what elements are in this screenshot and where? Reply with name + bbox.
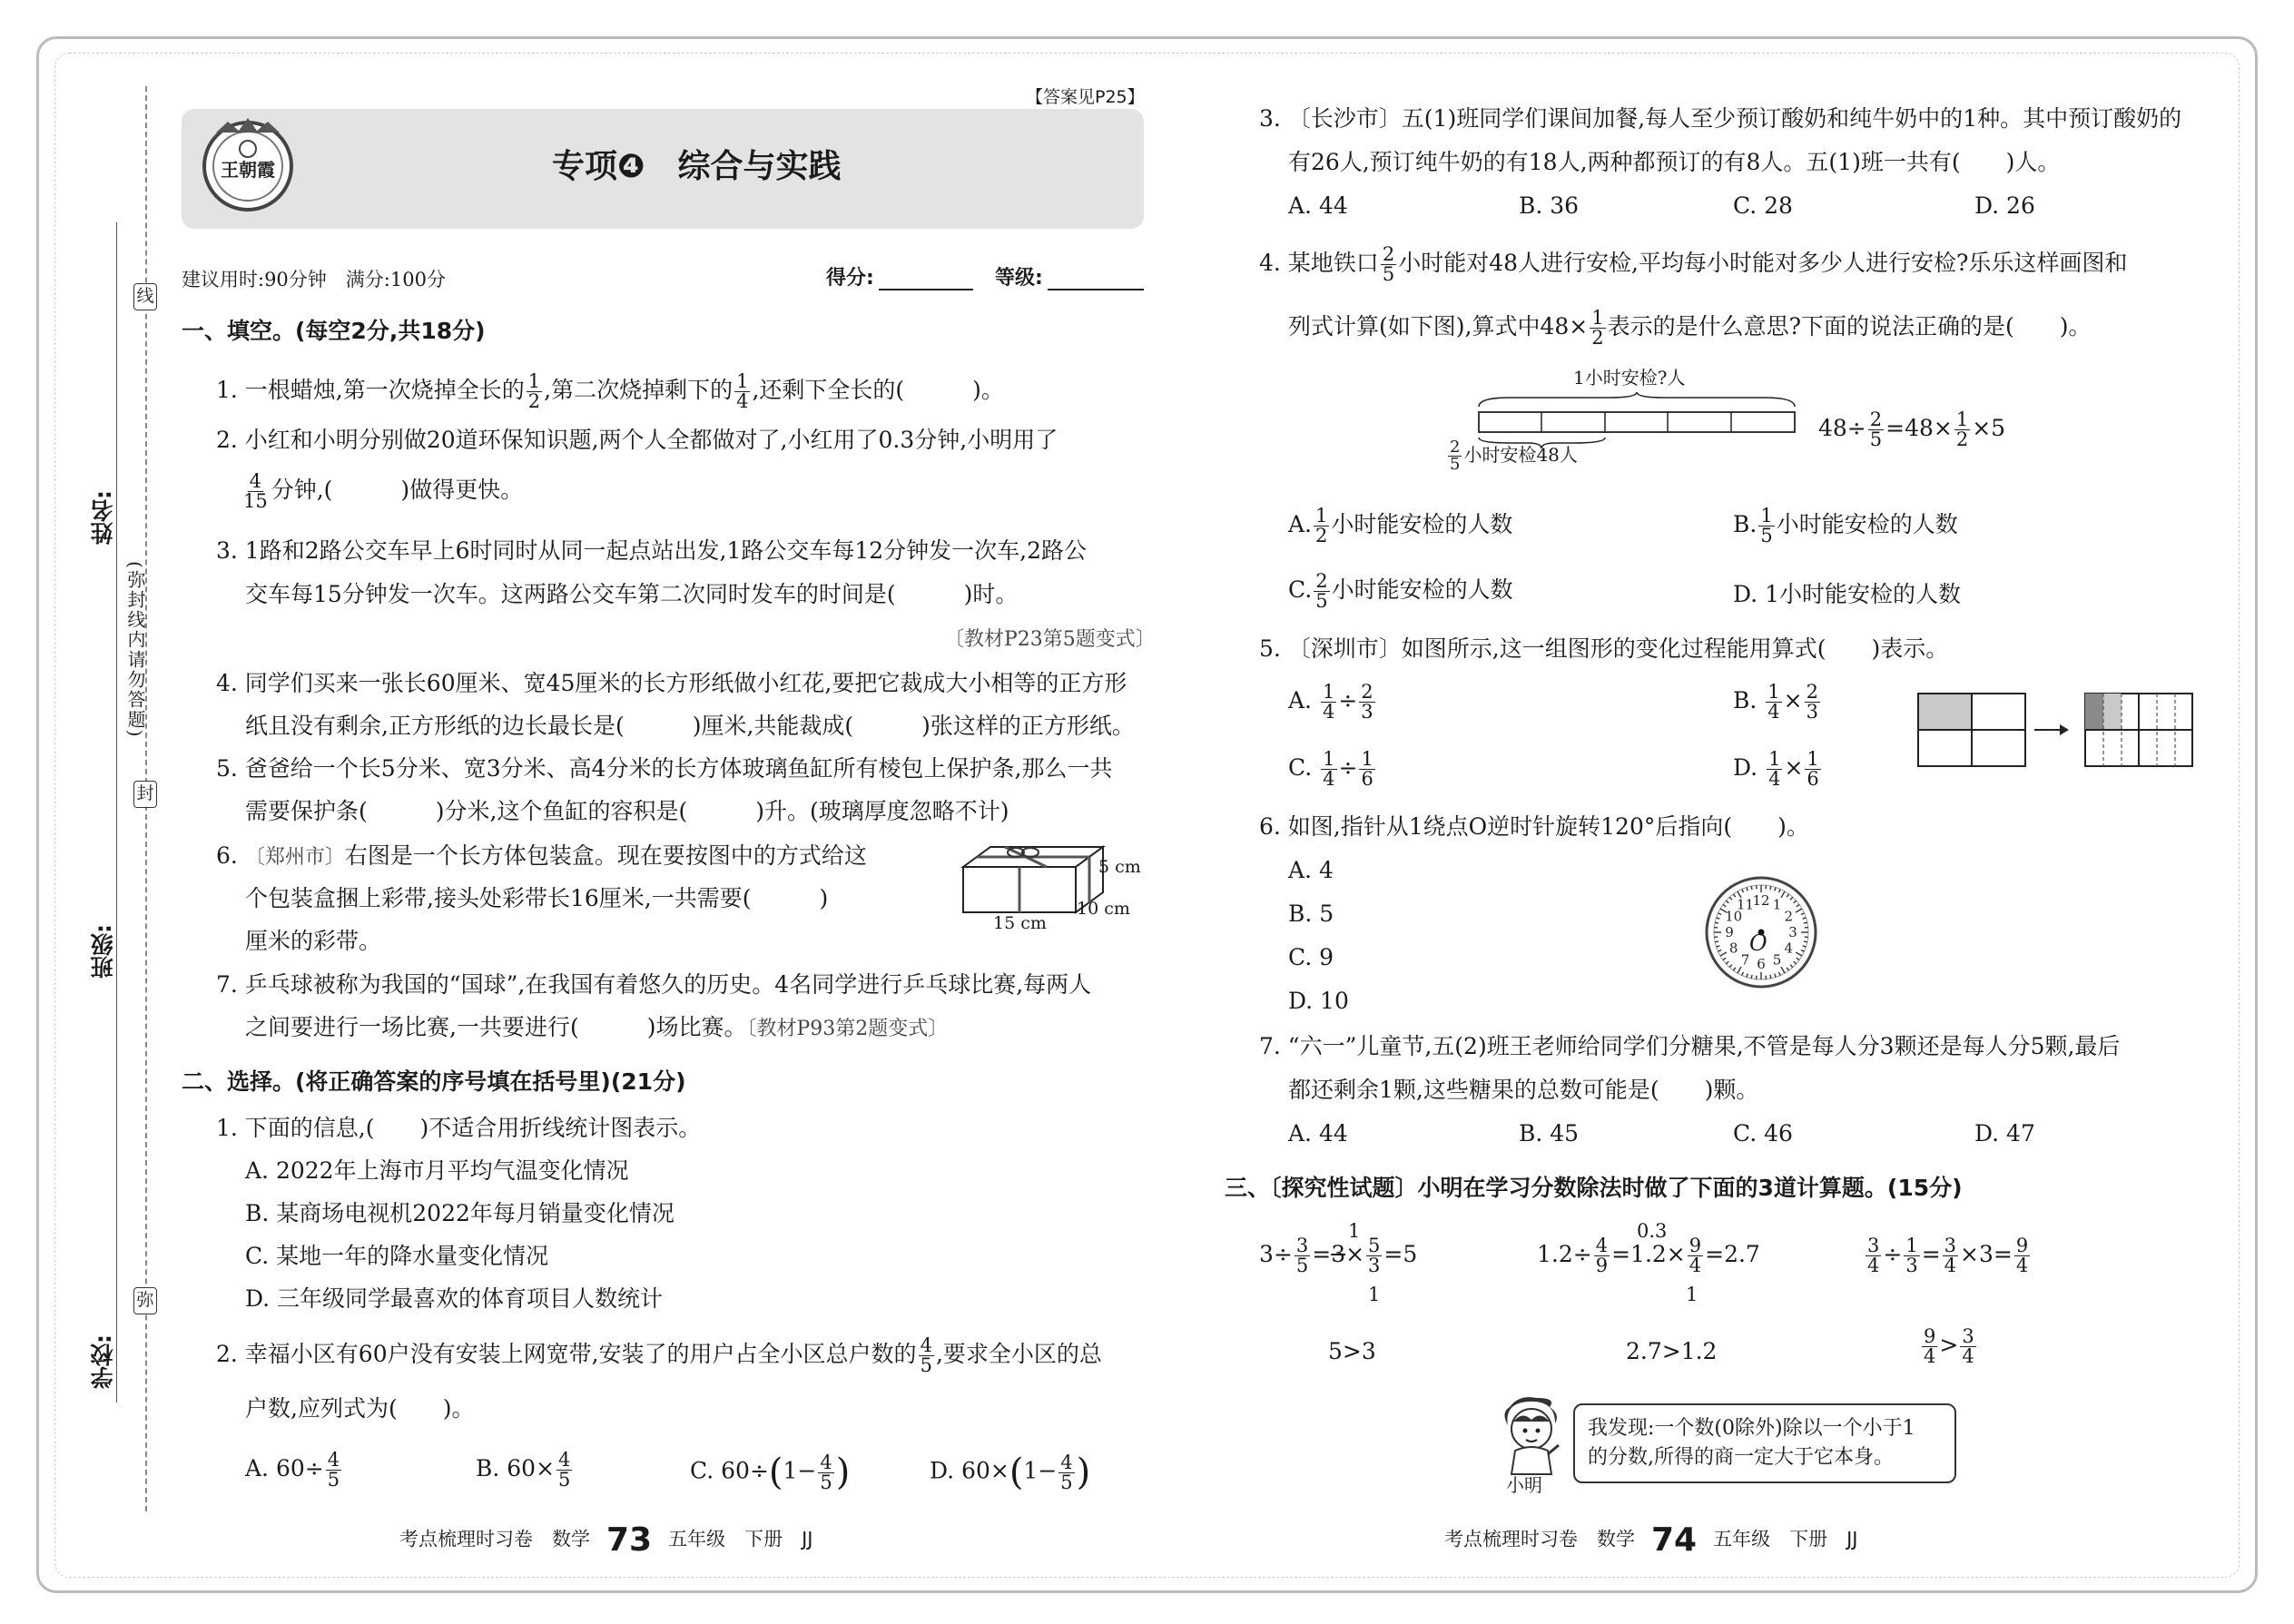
calc-2-cancel-bottom: 1: [1686, 1284, 1698, 1305]
r-q4-option-a[interactable]: A. $\frac{1}{2}$ 小时能安检的人数: [1288, 505, 1513, 546]
r-q7-option-b[interactable]: B. 45: [1519, 1120, 1580, 1147]
clock-number: 2: [1784, 908, 1794, 925]
clock-number: 9: [1725, 924, 1734, 940]
diagram-formula: 48÷ $\frac{2}{5}$ =48× $\frac{1}{2}$ ×5: [1818, 408, 2006, 450]
boy-name-label: 小明: [1506, 1474, 1542, 1496]
r-q3-option-a[interactable]: A. 44: [1288, 192, 1348, 219]
clock-tick: [1751, 975, 1752, 979]
grade-field[interactable]: [1048, 265, 1144, 290]
right-footer: 考点梳理时习卷 数学 74 五年级 下册 JJ: [1444, 1521, 1858, 1559]
class-label: 班级:: [90, 924, 116, 979]
r-q6-option-c[interactable]: C. 9: [1288, 944, 1334, 970]
fraction: $\frac{4}{15}$: [243, 470, 268, 512]
boy-avatar-icon: [1492, 1394, 1573, 1476]
calc-3-compare: $\frac{9}{4}$ > $\frac{3}{4}$: [1924, 1325, 1974, 1367]
score-label: 得分:: [826, 267, 874, 290]
s1-q4-line1: 4. 同学们买来一张长60厘米、宽45厘米的长方形纸做小红花,要把它裁成大小相等的正方形: [216, 670, 1127, 696]
calc-1: 3÷ $\frac{3}{5}$ =3× $\frac{5}{3}$ =5: [1259, 1235, 1418, 1276]
s2-q2-option-a[interactable]: A. 60÷ $\frac{4}{5}$: [245, 1449, 340, 1491]
svg-text:王朝霞: 王朝霞: [221, 159, 275, 181]
clock-tick: [1751, 886, 1752, 890]
answer-reference: 【答案见P25】: [1026, 87, 1145, 107]
binding-note: (弥封线内请勿答题): [124, 561, 146, 739]
r-q4-line1: 4. 某地铁口 $\frac{2}{5}$ 小时能对48人进行安检,平均每小时能对多少人进行安检?乐乐这样画图和: [1259, 243, 2128, 285]
clock-number: 5: [1772, 951, 1782, 969]
calc-2-compare: 2.7>1.2: [1626, 1338, 1718, 1364]
s2-q1-option-a[interactable]: A. 2022年上海市月平均气温变化情况: [245, 1157, 629, 1184]
s1-q5-line1: 5. 爸爸给一个长5分米、宽3分米、高4分米的长方体玻璃鱼缸所有棱包上保护条,那么一共: [216, 755, 1113, 782]
clock-number: 12: [1752, 892, 1770, 909]
s2-q1-option-d[interactable]: D. 三年级同学最喜欢的体育项目人数统计: [245, 1285, 664, 1312]
r-q5-option-a[interactable]: A. $\frac{1}{4}$ ÷ $\frac{2}{3}$: [1288, 681, 1373, 723]
r-q4-line2: 列式计算(如下图),算式中48× $\frac{1}{2}$ 表示的是什么意思?下面的说法正确的是( )。: [1288, 307, 2092, 349]
r-q3-option-b[interactable]: B. 36: [1519, 192, 1580, 219]
r-q5-option-c[interactable]: C. $\frac{1}{4}$ ÷ $\frac{1}{6}$: [1288, 748, 1373, 790]
page-title: 专项❹ 综合与实践: [552, 148, 842, 185]
fraction: $\frac{1}{2}$: [527, 370, 541, 412]
box-length-label: 15 cm: [993, 913, 1047, 933]
box-width-label: 10 cm: [1077, 899, 1130, 919]
s1-q6-line1: 6. 〔郑州市〕右图是一个长方体包装盒。现在要按图中的方式给这: [216, 842, 867, 869]
s1-q5-line2: 需要保护条( )分米,这个鱼缸的容积是( )升。(玻璃厚度忽略不计): [245, 798, 1009, 824]
calc-1-cancel-bottom: 1: [1368, 1284, 1381, 1305]
r-q6-option-a[interactable]: A. 4: [1288, 857, 1334, 883]
s1-q3-tag: 〔教材P23第5题变式〕: [944, 628, 1156, 651]
clock-tick: [1804, 941, 1807, 942]
clock-number: 6: [1757, 956, 1766, 972]
clock-tick: [1770, 975, 1771, 979]
box-height-label: 5 cm: [1098, 857, 1141, 877]
diagram-top-label: 1小时安检?人: [1573, 367, 1686, 389]
s1-q3-line1: 3. 1路和2路公交车早上6时同时从同一起点站出发,1路公交车每12分钟发一次车,2路公: [216, 537, 1088, 564]
s2-q1-option-c[interactable]: C. 某地一年的降水量变化情况: [245, 1243, 549, 1269]
s1-q7-line2: 之间要进行一场比赛,一共要进行( )场比赛。〔教材P93第2题变式〕: [245, 1014, 949, 1040]
r-q5-stem: 5. 〔深圳市〕如图所示,这一组图形的变化过程能用算式( )表示。: [1259, 635, 1949, 662]
clock-tick: [1715, 941, 1718, 942]
s2-q2-option-d[interactable]: D. 60×(1− $\frac{4}{5}$ ): [930, 1451, 1091, 1493]
clock-number: 11: [1736, 896, 1755, 913]
clock-number: 1: [1772, 896, 1782, 913]
section1-heading: 一、填空。(每空2分,共18分): [182, 318, 486, 344]
calc-2: 1.2÷ $\frac{4}{9}$ =1.2× $\frac{9}{4}$ =2.7: [1537, 1235, 1760, 1276]
clock-number: 8: [1728, 940, 1738, 957]
s1-q6-line2: 个包装盒捆上彩带,接头处彩带长16厘米,一共需要( ): [245, 885, 829, 911]
s2-q2-option-c[interactable]: C. 60÷(1− $\frac{4}{5}$ ): [690, 1451, 851, 1493]
grade-label: 等级:: [995, 267, 1043, 290]
publisher-logo: [198, 114, 298, 214]
school-label: 学校:: [90, 1334, 116, 1389]
binding-solid-line: [116, 222, 117, 1403]
speech-bubble: 我发现:一个数(0除外)除以一个小于1 的分数,所得的商一定大于它本身。: [1573, 1403, 1956, 1483]
binding-mark-xian: 线: [133, 283, 157, 310]
fraction: $\frac{1}{4}$: [736, 370, 749, 412]
time-score-info: 建议用时:90分钟 满分:100分: [182, 269, 446, 290]
r-q3-line1: 3. 〔长沙市〕五(1)班同学们课间加餐,每人至少预订酸奶和纯牛奶中的1种。其中预订酸奶的: [1259, 105, 2182, 132]
calc-3: $\frac{3}{4}$ ÷ $\frac{1}{3}$ = $\frac{3}{4}$ ×3= $\frac{9}{4}$: [1867, 1235, 2029, 1276]
r-q4-option-b[interactable]: B. $\frac{1}{5}$ 小时能安检的人数: [1733, 505, 1958, 546]
r-q7-option-a[interactable]: A. 44: [1288, 1120, 1348, 1147]
left-footer: 考点梳理时习卷 数学 73 五年级 下册 JJ: [399, 1521, 813, 1559]
right-page: [1147, 0, 2294, 1624]
r-q6-stem: 6. 如图,指针从1绕点O逆时针旋转120°后指向( )。: [1259, 813, 1809, 840]
section3-heading: 三、〔探究性试题〕小明在学习分数除法时做了下面的3道计算题。(15分): [1225, 1175, 1963, 1201]
s2-q2-option-b[interactable]: B. 60× $\frac{4}{5}$: [476, 1449, 571, 1491]
clock-tick: [1770, 886, 1771, 890]
calc-1-cancel-top: 1: [1348, 1220, 1361, 1242]
gift-box-figure: [958, 840, 1139, 940]
name-label: 姓名:: [90, 490, 116, 545]
s1-q1: 1. 一根蜡烛,第一次烧掉全长的 $\frac{1}{2}$ ,第二次烧掉剩下的 $\frac{1}{4}$ ,还剩下全长的( )。: [216, 370, 1004, 412]
r-q7-option-c[interactable]: C. 46: [1733, 1120, 1793, 1147]
s2-q1-stem: 1. 下面的信息,( )不适合用折线统计图表示。: [216, 1115, 702, 1141]
s1-q3-line2: 交车每15分钟发一次车。这两路公交车第二次同时发车的时间是( )时。: [245, 581, 1019, 607]
s1-q2-line1: 2. 小红和小明分别做20道环保知识题,两个人全都做对了,小红用了0.3分钟,小明用了: [216, 427, 1058, 453]
r-q3-option-c[interactable]: C. 28: [1733, 192, 1793, 219]
binding-mark-feng: 封: [133, 781, 157, 808]
s1-q4-line2: 纸且没有剩余,正方形纸的边长最长是( )厘米,共能裁成( )张这样的正方形纸。: [245, 713, 1135, 739]
r-q7-line2: 都还剩余1颗,这些糖果的总数可能是( )颗。: [1288, 1077, 1759, 1103]
s1-q6-line3: 厘米的彩带。: [245, 928, 382, 954]
r-q7-option-d[interactable]: D. 47: [1974, 1120, 2035, 1147]
calc-1-compare: 5>3: [1328, 1338, 1376, 1364]
section2-heading: 二、选择。(将正确答案的序号填在括号里)(21分): [182, 1068, 686, 1095]
fraction-rectangles-figure: [1916, 692, 2225, 770]
clock-tick: [1715, 922, 1718, 923]
s2-q2-line1: 2. 幸福小区有60户没有安装上网宽带,安装了的用户占全小区总户数的 $\frac{4}{5}$ ,要求全小区的总: [216, 1334, 1102, 1376]
s2-q2-line2: 户数,应列式为( )。: [245, 1395, 475, 1422]
r-q5-option-d[interactable]: D. $\frac{1}{4}$ × $\frac{1}{6}$: [1733, 748, 1819, 790]
r-q4-option-d[interactable]: D. 1小时能安检的人数: [1733, 581, 1961, 607]
s2-q1-option-b[interactable]: B. 某商场电视机2022年每月销量变化情况: [245, 1200, 674, 1226]
clock-tick: [1804, 922, 1807, 923]
diagram-bottom-label: $\frac{2}{5}$ 小时安检48人: [1450, 438, 1578, 474]
r-q6-option-b[interactable]: B. 5: [1288, 901, 1334, 927]
r-q6-option-d[interactable]: D. 10: [1288, 988, 1349, 1014]
r-q4-option-c[interactable]: C. $\frac{2}{5}$ 小时能安检的人数: [1288, 570, 1513, 612]
binding-mark-mi: 弥: [133, 1287, 157, 1314]
r-q7-line1: 7. “六一”儿童节,五(2)班王老师给同学们分糖果,不管是每人分3颗还是每人分5颗,最后: [1259, 1033, 2121, 1059]
clock-center-label: O: [1749, 930, 1767, 956]
r-q3-line2: 有26人,预订纯牛奶的有18人,两种都预订的有8人。五(1)班一共有( )人。: [1288, 149, 2061, 175]
r-q3-option-d[interactable]: D. 26: [1974, 192, 2035, 219]
r-q5-option-b[interactable]: B. $\frac{1}{4}$ × $\frac{2}{3}$: [1733, 681, 1818, 723]
s1-q7-line1: 7. 乒乓球被称为我国的“国球”,在我国有着悠久的历史。4名同学进行乒乓球比赛,每两人: [216, 971, 1092, 998]
calc-2-cancel-top: 0.3: [1637, 1220, 1668, 1242]
clock-number: 10: [1725, 908, 1743, 925]
clock-number: 7: [1740, 951, 1750, 969]
clock-number: 4: [1784, 940, 1794, 957]
clock-number: 3: [1788, 924, 1797, 940]
score-field[interactable]: [879, 265, 973, 290]
s1-q2-line2: $\frac{4}{15}$ 分钟,( )做得更快。: [243, 470, 524, 512]
fraction: $\frac{4}{5}$: [920, 1334, 932, 1376]
